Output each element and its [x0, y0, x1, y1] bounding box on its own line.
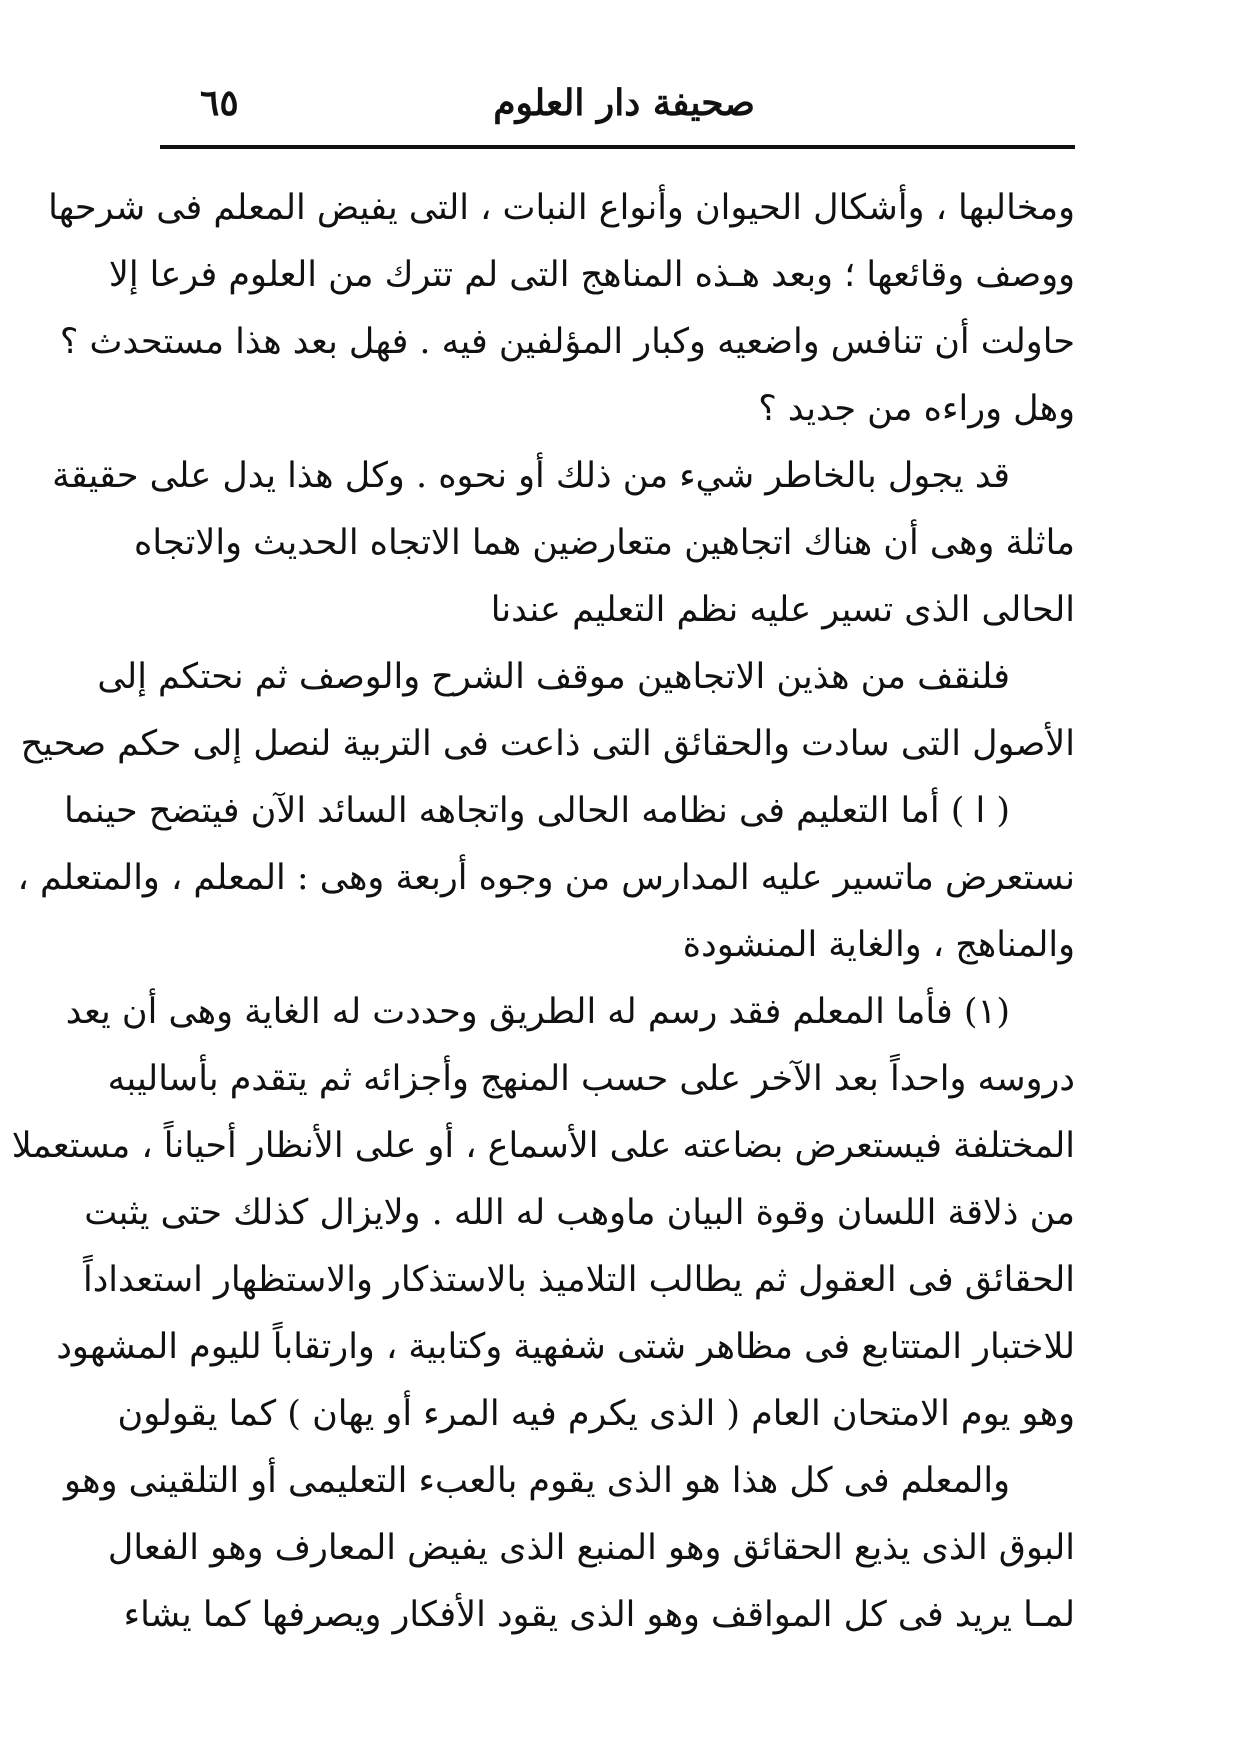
text-line: ماثلة وهى أن هناك اتجاهين متعارضين هما الاتجاه الحديث والاتجاه — [134, 523, 1075, 563]
text-line: والمعلم فى كل هذا هو الذى يقوم بالعبء التعليمى أو التلقينى وهو — [64, 1461, 1010, 1501]
text-line: الحقائق فى العقول ثم يطالب التلاميذ بالاستذكار والاستظهار استعداداً — [82, 1260, 1075, 1300]
header-rule — [160, 145, 1075, 149]
text-line: نستعرض ماتسير عليه المدارس من وجوه أربعة وهى : المعلم ، والمتعلم ، — [17, 858, 1075, 898]
text-line: وهل وراءه من جديد ؟ — [758, 389, 1075, 429]
page-number: ٦٥ — [200, 82, 239, 124]
text-line: قد يجول بالخاطر شيء من ذلك أو نحوه . وكل هذا يدل على حقيقة — [52, 456, 1010, 496]
text-line: وهو يوم الامتحان العام ( الذى يكرم فيه المرء أو يهان ) كما يقولون — [117, 1394, 1075, 1434]
text-line: المختلفة فيستعرض بضاعته على الأسماع ، أو على الأنظار أحياناً ، مستعملا — [11, 1126, 1075, 1166]
text-line: (١) فأما المعلم فقد رسم له الطريق وحددت له الغاية وهى أن يعد — [65, 992, 1010, 1032]
text-line: ومخالبها ، وأشكال الحيوان وأنواع النبات ، التى يفيض المعلم فى شرحها — [48, 188, 1075, 228]
running-title: صحيفة دار العلوم — [493, 82, 755, 124]
text-line: حاولت أن تنافس واضعيه وكبار المؤلفين فيه . فهل بعد هذا مستحدث ؟ — [59, 322, 1075, 362]
text-line: البوق الذى يذيع الحقائق وهو المنبع الذى يفيض المعارف وهو الفعال — [107, 1528, 1075, 1568]
page-header — [160, 78, 1075, 138]
text-line: الحالى الذى تسير عليه نظم التعليم عندنا — [490, 590, 1075, 630]
text-line: من ذلاقة اللسان وقوة البيان ماوهب له الله . ولايزال كذلك حتى يثبت — [84, 1193, 1075, 1233]
text-line: فلنقف من هذين الاتجاهين موقف الشرح والوصف ثم نحتكم إلى — [97, 657, 1010, 697]
text-line: والمناهج ، والغاية المنشودة — [682, 925, 1075, 965]
text-line: الأصول التى سادت والحقائق التى ذاعت فى التربية لنصل إلى حكم صحيح — [20, 724, 1075, 764]
text-line: لمـا يريد فى كل المواقف وهو الذى يقود الأفكار ويصرفها كما يشاء — [123, 1595, 1075, 1635]
text-line: دروسه واحداً بعد الآخر على حسب المنهج وأجزائه ثم يتقدم بأساليبه — [107, 1059, 1075, 1099]
text-line: للاختبار المتتابع فى مظاهر شتى شفهية وكتابية ، وارتقاباً لليوم المشهود — [56, 1327, 1075, 1367]
text-line: ( ا ) أما التعليم فى نظامه الحالى واتجاهه السائد الآن فيتضح حينما — [63, 791, 1010, 831]
text-line: ووصف وقائعها ؛ وبعد هـذه المناهج التى لم تترك من العلوم فرعا إلا — [108, 255, 1075, 295]
body-text — [11, 175, 1075, 1649]
